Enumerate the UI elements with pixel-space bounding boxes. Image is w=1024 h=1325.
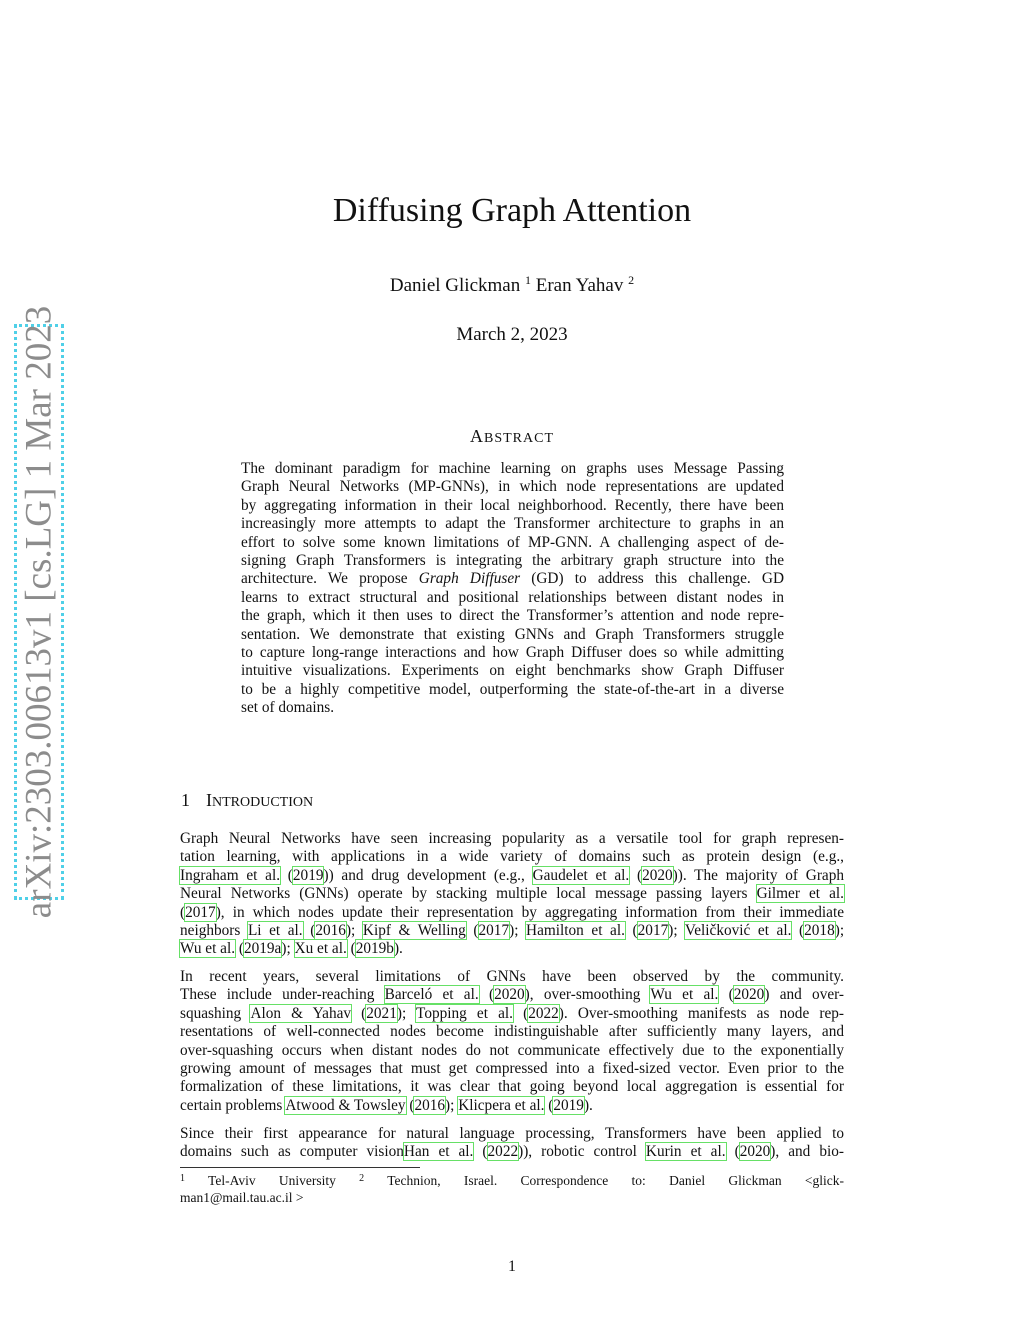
citation-link[interactable]: 2019a — [243, 940, 282, 958]
author-affiliation-marker: 2 — [628, 273, 635, 287]
paragraph-text: ), in which nodes update their representation by aggregating information from their immediate — [215, 903, 844, 921]
paragraph-text: Since their first appearance for natural language processing, Transformers have been applied to — [180, 1125, 844, 1142]
paragraph-text: )), robotic control — [518, 1143, 646, 1161]
citation-link[interactable]: 2021 — [366, 1004, 397, 1022]
paragraph-line — [180, 968, 844, 986]
citation-link[interactable]: 2020 — [733, 986, 765, 1004]
abstract-line: set of domains. — [241, 699, 335, 717]
citation-link[interactable]: Gaudelet et al. — [532, 866, 630, 884]
paragraph-text: ( — [346, 940, 356, 958]
paper-date: March 2, 2023 — [456, 324, 568, 345]
paragraph-text: ). — [583, 1096, 593, 1114]
paragraph-text: ), over-smoothing — [524, 986, 651, 1004]
author-name: Daniel Glickman — [389, 275, 521, 296]
abstract-line: to be a highly competitive model, outperforming the state-of-the-art in a diverse — [241, 680, 784, 698]
model-name-emphasis: Graph Diffuser — [418, 570, 521, 588]
citation-link[interactable]: 2022 — [528, 1004, 559, 1022]
paragraph-text: over-squashing occurs when distant nodes do not communicate effectively due to the exponentially — [180, 1041, 844, 1059]
section-number: 1 — [181, 790, 190, 810]
paragraph-line — [180, 1042, 844, 1060]
citation-link[interactable]: 2020 — [494, 986, 525, 1004]
citation-link[interactable]: Xu et al. — [294, 940, 347, 958]
paragraph-text: ); — [668, 921, 685, 939]
paragraph-text: ). Over-smoothing manifests as node rep- — [558, 1004, 844, 1022]
paragraph-line — [180, 1125, 844, 1143]
paragraph-text: ), and bio- — [770, 1143, 844, 1161]
citation-link[interactable]: 2022 — [487, 1143, 519, 1161]
footnote-divider — [180, 1167, 420, 1168]
abstract-text: (GD) to address this challenge. GD — [520, 570, 784, 588]
paragraph-text: )) and drug development (e.g., — [323, 866, 533, 884]
arxiv-identifier-stamp — [14, 305, 64, 919]
citation-link[interactable]: 2018 — [804, 921, 835, 939]
intro-paragraph-3 — [180, 1125, 844, 1162]
paragraph-text: ( — [624, 921, 638, 939]
citation-link[interactable]: Kipf & Welling — [362, 921, 466, 939]
paragraph-line — [180, 940, 844, 958]
citation-link[interactable]: 2016 — [414, 1096, 446, 1114]
author-name: Eran Yahav — [535, 275, 624, 296]
citation-link[interactable]: 2019b — [355, 940, 394, 958]
citation-link[interactable]: Veličković et al. — [684, 921, 792, 939]
paragraph-line — [180, 1060, 844, 1078]
paragraph-text: squashing — [180, 1004, 251, 1022]
citation-link[interactable]: 2019 — [292, 866, 324, 884]
abstract-line: intuitive visualizations. Experiments on eight benchmarks show Graph Diffuser — [241, 662, 784, 680]
abstract-line: sentation. We demonstrate that existing GNNs and Graph Transformers struggle — [241, 625, 784, 643]
citation-link[interactable]: Ingraham et al. — [180, 866, 281, 884]
footnote-text: Tel-Aviv University — [185, 1173, 360, 1188]
paragraph-text: formalization of these limitations, it was clear that going beyond local aggregation is essential for — [180, 1078, 844, 1096]
paragraph-text: ( — [791, 921, 805, 939]
paragraph-text: ( — [235, 940, 244, 958]
section-heading-introduction: 1 INTRODUCTION — [181, 790, 314, 810]
abstract-line: increasingly more attempts to adapt the Transformer architecture to graphs in an — [241, 515, 784, 533]
citation-link[interactable]: 2020 — [642, 866, 673, 884]
paragraph-text: ( — [351, 1004, 367, 1022]
footnote-marker: 1 — [180, 1173, 185, 1184]
paragraph-text: ); — [281, 940, 295, 958]
paragraph-line — [180, 848, 844, 866]
abstract-line: by aggregating information in their local neighborhood. Recently, there have been — [241, 496, 784, 514]
citation-link[interactable]: 2017 — [185, 903, 216, 921]
abstract-line — [241, 570, 784, 588]
paragraph-text: resentations of well-connected nodes become indistinguishable after sufficiently many layers, and — [180, 1023, 844, 1041]
paragraph-text: ( — [544, 1096, 554, 1114]
paragraph-line — [180, 830, 844, 848]
paragraph-line — [180, 922, 844, 940]
abstract-line: learns to extract structural and positional relationships between distant nodes in — [241, 588, 784, 606]
paragraph-text: ( — [478, 986, 495, 1004]
abstract-line: Graph Neural Networks (MP-GNNs), in which node representations are updated — [241, 478, 784, 496]
paragraph-text: ( — [180, 903, 186, 921]
paragraph-line — [180, 885, 844, 903]
page-number: 1 — [508, 1258, 516, 1275]
paragraph-line — [180, 1097, 844, 1115]
abstract-line: to capture long-range interactions and how Graph Diffuser does so while admitting — [241, 643, 784, 661]
paragraph-text: ( — [725, 1143, 740, 1161]
abstract-line: signing Graph Transformers is integrating the arbitrary graph structure into the — [241, 551, 784, 569]
citation-link[interactable]: Barceló et al. — [384, 986, 479, 1004]
paragraph-text: ( — [302, 921, 316, 939]
paragraph-line — [180, 867, 844, 885]
footnote-line: man1@mail.tau.ac.il > — [180, 1189, 304, 1205]
abstract-heading: ABSTRACT — [469, 426, 554, 446]
paragraph-line — [180, 1078, 844, 1096]
paragraph-text: ). — [393, 940, 403, 958]
paragraph-text: ) and over- — [764, 986, 845, 1004]
paragraph-text: ); — [345, 921, 363, 939]
citation-link[interactable]: 2020 — [739, 1143, 771, 1161]
paragraph-text: ( — [473, 1143, 488, 1161]
paper-title: Diffusing Graph Attention — [332, 192, 692, 229]
footnote-text: Technion, Israel. Correspondence to: Daniel Glickman <glick- — [364, 1173, 844, 1188]
paragraph-text: In recent years, several limitations of GNNs have been observed by the community. — [180, 968, 844, 985]
intro-paragraph-2 — [180, 968, 844, 1115]
paragraph-text: ( — [629, 866, 643, 884]
citation-link[interactable]: 2019 — [553, 1096, 584, 1114]
citation-link[interactable]: 2017 — [637, 921, 669, 939]
abstract-line: the graph, which it then uses to direct the Transformer’s attention and node repre- — [241, 607, 784, 625]
paragraph-text: These include under-reaching — [180, 986, 385, 1004]
paragraph-text: ); — [834, 921, 845, 939]
footnote-marker: 2 — [359, 1173, 365, 1184]
paragraph-text: domains such as computer vision — [180, 1143, 404, 1161]
paragraph-text: growing amount of messages that must get compressed into a fixed-sized vector. Even prior to the — [180, 1059, 844, 1077]
citation-link[interactable]: Li et al. — [247, 921, 303, 939]
paragraph-text: ( — [512, 1004, 529, 1022]
paragraph-text: Graph Neural Networks have seen increasing popularity as a versatile tool for graph represen- — [180, 830, 844, 847]
citation-link[interactable]: Atwood & Towsley — [285, 1096, 406, 1114]
footnote-line — [180, 1173, 844, 1190]
citation-link[interactable]: 2016 — [315, 921, 346, 939]
author-affiliation-marker: 1 — [524, 273, 531, 287]
paragraph-text: ); — [396, 1004, 417, 1022]
citation-link[interactable]: Hamilton et al. — [526, 921, 625, 939]
paragraph-line — [180, 1005, 844, 1023]
paragraph-text: ( — [718, 986, 734, 1004]
paragraph-text: tation learning, with applications in a wide variety of domains such as protein design (e.g., — [180, 848, 844, 866]
citation-link[interactable]: Gilmer et al. — [756, 885, 844, 903]
citation-link[interactable]: Wu et al. — [180, 940, 236, 958]
citation-link[interactable]: Topping et al. — [416, 1004, 513, 1022]
citation-link[interactable]: Han et al. — [403, 1143, 474, 1161]
arxiv-identifier-text: arXiv:2303.00613v1 [cs.LG] 1 Mar 2023 — [18, 305, 60, 919]
citation-link[interactable]: Kurin et al. — [645, 1143, 726, 1161]
author-list — [0, 275, 1024, 297]
paragraph-text: certain problems — [180, 1096, 286, 1114]
paragraph-text: ); — [445, 1096, 459, 1114]
paragraph-line — [180, 904, 844, 922]
abstract-line: The dominant paradigm for machine learning on graphs uses Message Passing — [241, 460, 784, 477]
citation-link[interactable]: 2017 — [478, 921, 510, 939]
citation-link[interactable]: Klicpera et al. — [458, 1096, 545, 1114]
abstract-line: effort to solve some known limitations of MP-GNN. A challenging aspect of de- — [241, 533, 784, 551]
paragraph-line — [180, 986, 844, 1004]
paragraph-text: ); — [509, 921, 527, 939]
paragraph-text: ( — [280, 866, 293, 884]
paragraph-text: )). The majority of Graph — [672, 866, 845, 884]
paragraph-text: neighbors — [180, 921, 248, 939]
paragraph-text: ( — [405, 1096, 415, 1114]
citation-link[interactable]: Alon & Yahav — [250, 1004, 352, 1022]
paragraph-text: Neural Networks (GNNs) operate by stacking multiple local message passing layers — [180, 885, 757, 903]
abstract-body — [241, 460, 784, 717]
intro-paragraph-1 — [180, 830, 844, 959]
paragraph-line — [180, 1143, 844, 1161]
abstract-text: architecture. We propose — [241, 570, 419, 588]
paragraph-line — [180, 1023, 844, 1041]
paragraph-text: ( — [465, 921, 479, 939]
citation-link[interactable]: Wu et al. — [650, 986, 719, 1004]
footnote — [180, 1173, 844, 1206]
